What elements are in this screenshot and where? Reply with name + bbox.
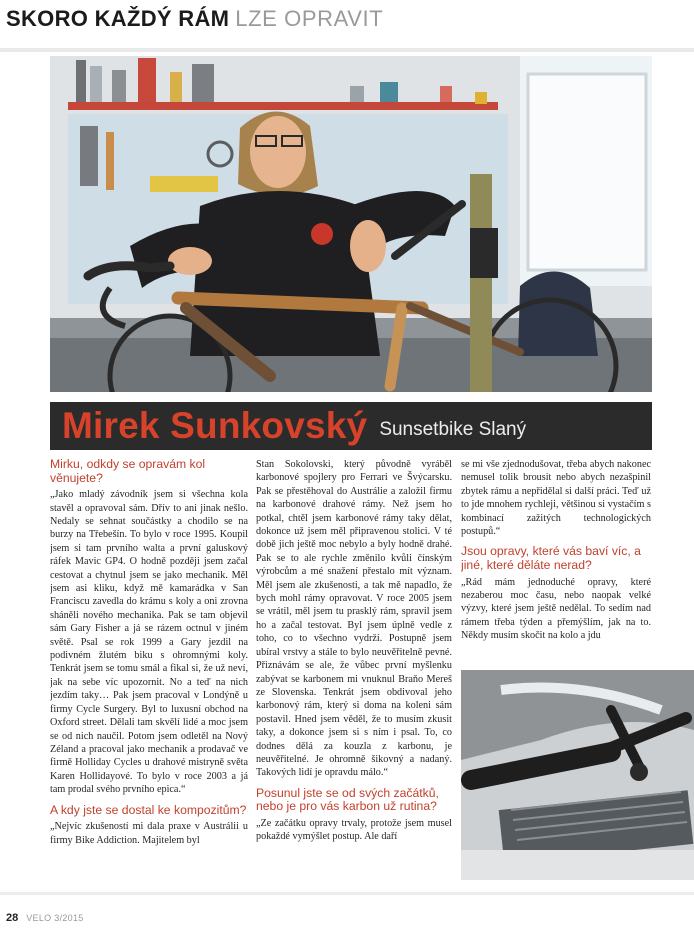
article-column-3 bbox=[461, 458, 651, 658]
magazine-issue: VELO 3/2015 bbox=[26, 913, 84, 923]
article-column-2 bbox=[256, 458, 452, 878]
header-divider bbox=[0, 48, 694, 52]
page-number: 28 bbox=[6, 912, 19, 924]
carbon-frame-photo bbox=[461, 670, 694, 880]
question-heading: A kdy jste se dostal ke kompozitům? bbox=[50, 802, 247, 817]
answer-paragraph: „Jako mladý závodník jsem si všechna kola stavěl a opravoval sám. Dřív to ani jinak nešlo. Nedaly se sehnat součástky a chodilo se na burzy na Třebešín. To bylo v roce 1995. Koupil jsem si tam prvního walta a první galuskový ráfek Mavic GP4. O hodně později jsem začal cestovat a chytnul jsem se jako mechanik. Měl jsem asi kliku, když mě kamarádka v San Franciscu zavedla do krámu s koly a oni zrovna sháněli nového mechanika. Pak se tam objevil sám Gary Fisher a já se rázem octnul v jiném světě. Psal se rok 1999 a Gary jezdil na podivném žlutém biku s ohromnými koly. Tenkrát jsem se tomu smál a fikal si, že už neví, jak na sebe víc upozornit. No a teď na nich jezdím taky… Pak jsem pracoval v Londýně u firmy Cycle Surgery. Byl to luxusní obchod na Oxford street. Dělali tam skvělí lidé a moc jsem se od nich naučil. Potom jsem odletěl na Nový Zéland a pracoval jako mechanik a prodavač ve firmě Holliday Cycles u drahové mistryně světa Karen Hollidayové. To bylo v roce 2003 a já tam prodal svého prvního epica.“ bbox=[50, 489, 248, 796]
answer-paragraph: Stan Sokolovski, který původně vyráběl karbonové spojlery pro Ferrari ve Švýcarsku. Pak se přestěhoval do Austrálie a založil firmu na karbonové drahové rámy. Než jsem ho potkal, chtěl jsem karbonové rámy taky dělat, dokonce už jsem měl připravenou stolici. V té době jich ještě moc nebylo a byly hodně drahé. Pak se to ale rychle změnilo kvůli čínským výrobcům a mé snažení přestalo mít význam. Měl jsem ale zkušenosti, a tak mě napadlo, že bych mohl rámy opravovat. V roce 2005 jsem se vrátil, měl jsem tu prasklý rám, spravil jsem ho a začal testovat. Byl jsem úplně vedle z toho, co to všechno vydrží. Postupně jsem ubíral vrstvy a stále to bylo neuvěřitelně pevné. Přiznávám se ale, že vůbec první myšlenku zabývat se karbonem mi vnuknul Braňo Mereš ze Slovenska. Tenkrát jsem obdivoval jeho karbonový rám, který si doma na koleni sám postavil. Hned jsem věděl, že to musím zkusit taky, a dokonce jsem si s ním i psal. To, co dodnes dělá za kouzla z karbonu, je neuvěřitelné. Je ohromně šikovný a nadaný. Takových lidí je opravdu málo.“ bbox=[256, 459, 452, 779]
header-title-light: LZE OPRAVIT bbox=[235, 6, 384, 31]
page-footer bbox=[6, 912, 84, 924]
answer-paragraph: „Nejvíc zkušeností mi dala praxe v Austrálii u firmy Bike Addiction. Majitelem byl bbox=[50, 821, 248, 846]
header-title-bold: SKORO KAŽDÝ RÁM bbox=[6, 6, 230, 31]
company-name: Sunsetbike Slaný bbox=[379, 419, 527, 440]
page-header bbox=[6, 6, 383, 42]
answer-paragraph: „Rád mám jednoduché opravy, které nezaberou moc času, nebo naopak velké výzvy, které jsem ještě nedělal. To sedím nad rámem třeba týden a přemýšlím, jak na to. Někdy musím skočit na kolo a jdu bbox=[461, 576, 651, 642]
article-column-1 bbox=[50, 458, 248, 878]
answer-paragraph: „Ze začátku opravy trvaly, protože jsem musel pokaždé vymýšlet postup. Ale daří bbox=[256, 817, 452, 843]
portrait-photo bbox=[50, 56, 652, 392]
interviewee-name: Mirek Sunkovský bbox=[62, 405, 368, 446]
name-banner bbox=[50, 402, 652, 450]
answer-paragraph: se mi vše zjednodušovat, třeba abych nakonec nemusel tolik brousit nebo abych nezašpinil zbytek rámu a nepřidělal si další práci. Teď už to jde mnohem rychleji, většinou si vystačím s kombinací zažitých technologických postupů.“ bbox=[461, 459, 651, 538]
question-heading: Mirku, odkdy se opravám kol věnujete? bbox=[50, 458, 206, 485]
question-heading: Jsou opravy, které vás baví víc, a jiné, které děláte nerad? bbox=[461, 544, 641, 573]
footer-divider bbox=[0, 892, 694, 895]
question-heading: Posunul jste se od svých začátků, nebo je pro vás karbon už rutina? bbox=[256, 785, 439, 814]
